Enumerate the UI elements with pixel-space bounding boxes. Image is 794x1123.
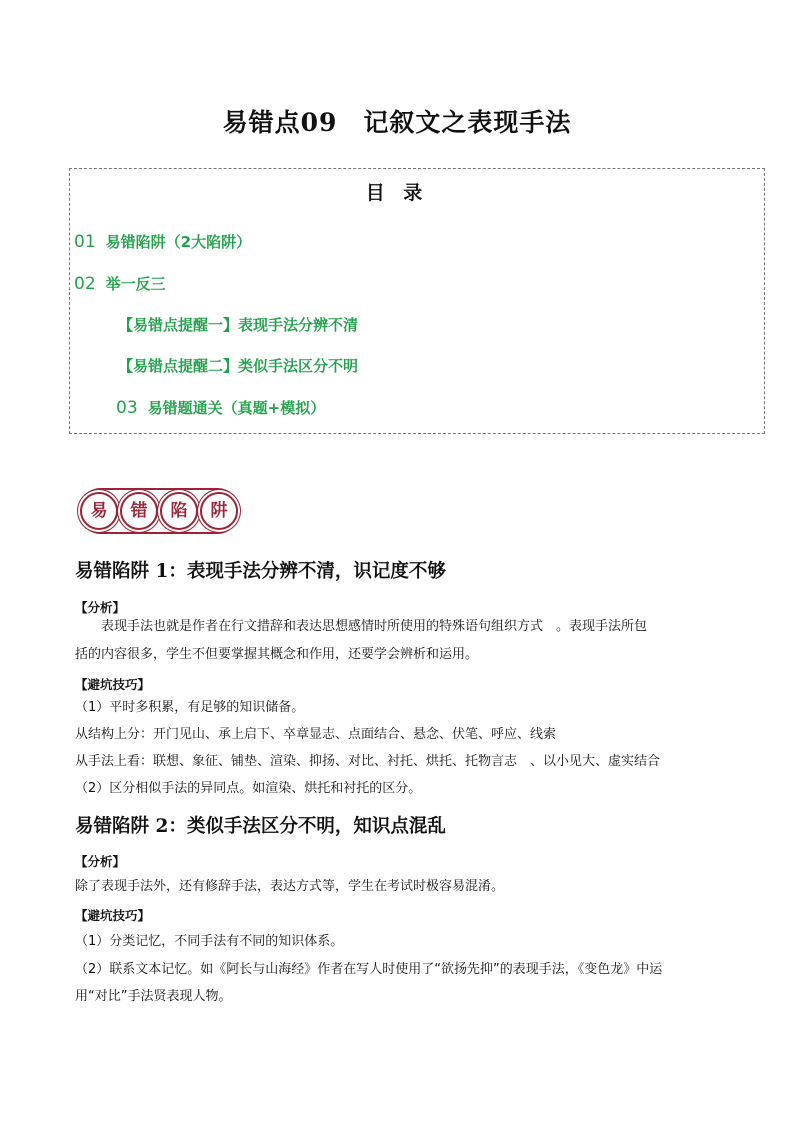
toc-item-03[interactable]: [116, 397, 325, 418]
section-2-tip-line: （1）分类记忆，不同手法有不同的知识体系。: [75, 934, 344, 949]
section-1-tip-line: 从手法上看：联想、象征、铺垫、渲染、抑扬、对比、衬托、烘托、托物言志 、以小见大、虚实结合: [75, 754, 661, 769]
toc-item-reminder-2[interactable]: [118, 355, 358, 376]
toc-item-02[interactable]: [74, 273, 166, 294]
section-2-tips-label: 【避坑技巧】: [75, 908, 151, 923]
section-badge: [78, 485, 240, 537]
toc-item-number: 01: [74, 232, 96, 252]
section-1-title: 易错陷阱 1：表现手法分辨不清，识记度不够: [75, 561, 446, 582]
section-1-analysis-line: 括的内容很多，学生不但要掌握其概念和作用，还要学会辨析和运用。: [75, 647, 479, 662]
badge-char: 陷: [160, 492, 198, 530]
section-2-analysis-label: 【分析】: [75, 854, 126, 869]
toc-item-label: 易错陷阱（2大陷阱）: [105, 233, 252, 251]
toc-item-number: 03: [116, 398, 138, 418]
toc-heading: 目 录: [365, 182, 429, 204]
section-1-tips-label: 【避坑技巧】: [75, 677, 151, 692]
badge-char: 易: [80, 492, 118, 530]
section-2-title: 易错陷阱 2：类似手法区分不明，知识点混乱: [75, 816, 446, 837]
section-1-tip-line: 从结构上分：开门见山、承上启下、卒章显志、点面结合、悬念、伏笔、呼应、线索: [75, 727, 557, 742]
section-1-tip-line: （1）平时多积累，有足够的知识储备。: [75, 700, 305, 715]
section-1-tip-line: （2）区分相似手法的异同点。如渲染、烘托和衬托的区分。: [75, 781, 422, 796]
toc-item-reminder-1[interactable]: [118, 314, 358, 335]
toc-item-label: 【易错点提醒二】类似手法区分不明: [118, 357, 359, 375]
section-1-analysis-line: 表现手法也就是作者在行文措辞和表达思想感情时所使用的特殊语句组织方式 。表现手法所包: [101, 619, 648, 634]
page-title: 易错点09 记叙文之表现手法: [222, 108, 572, 137]
toc-item-label: 举一反三: [105, 275, 166, 293]
toc-item-label: 【易错点提醒一】表现手法分辨不清: [118, 316, 359, 334]
section-1-analysis-label: 【分析】: [75, 600, 126, 615]
section-2-tip-line: 用“对比”手法贤表现人物。: [75, 989, 232, 1004]
toc-item-label: 易错题通关（真题+模拟）: [147, 399, 326, 417]
badge-char: 错: [120, 492, 158, 530]
toc-item-01[interactable]: [74, 231, 251, 252]
badge-char: 阱: [200, 492, 238, 530]
toc-item-number: 02: [74, 274, 96, 294]
section-2-tip-line: （2）联系文本记忆。如《阿长与山海经》作者在写人时使用了“欲扬先抑”的表现手法，《变色龙》中运: [75, 962, 663, 977]
section-2-analysis-line: 除了表现手法外，还有修辞手法，表达方式等，学生在考试时极容易混淆。: [75, 879, 505, 894]
toc-box: [69, 168, 765, 434]
